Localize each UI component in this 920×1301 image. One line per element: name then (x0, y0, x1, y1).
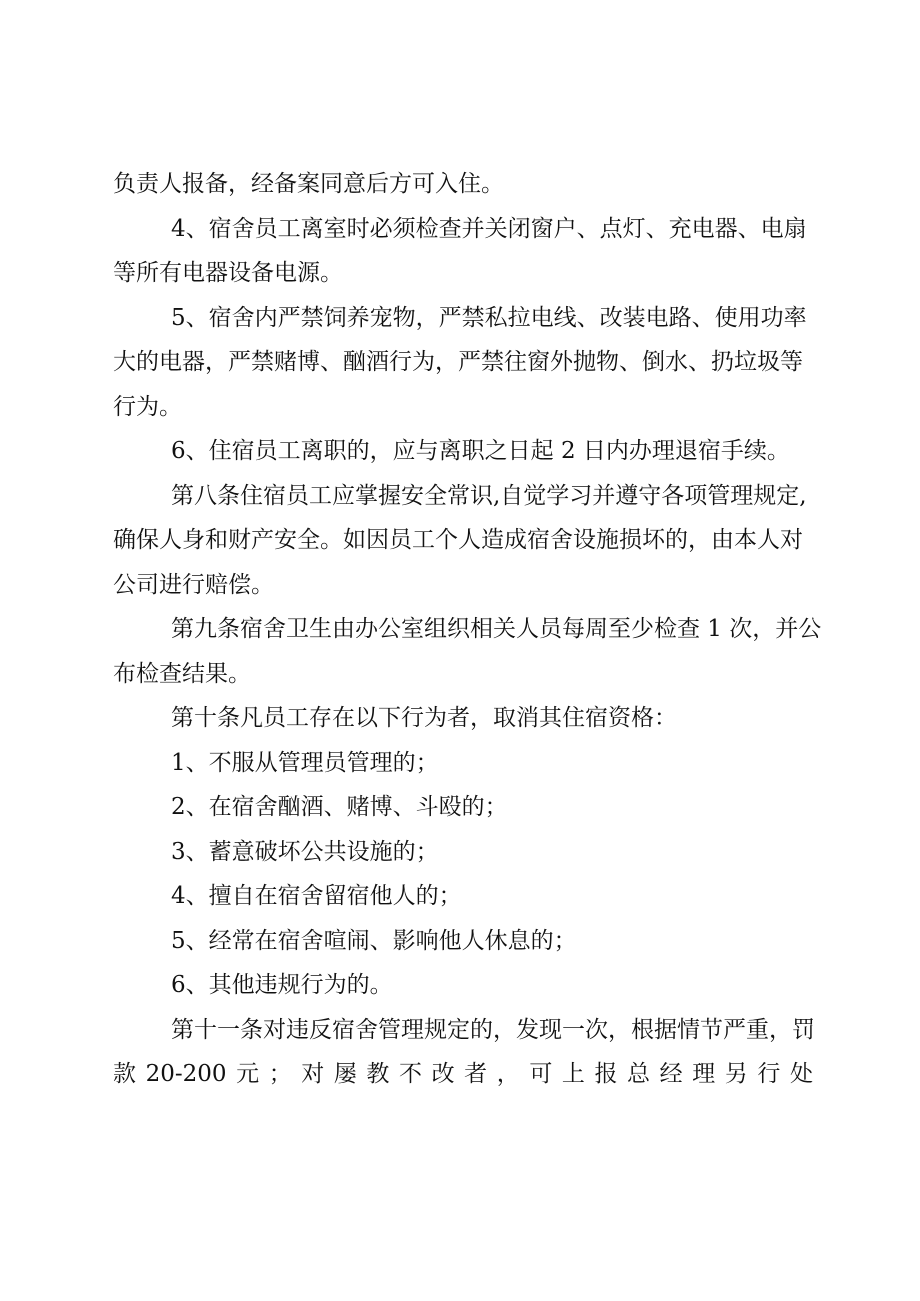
paragraph-line: 公司进行赔偿。 (113, 571, 274, 598)
token: 另 (724, 1061, 748, 1087)
rule-item-5: 5、宿舍内严禁饲养宠物，严禁私拉电线、改装电路、使用功率 (171, 304, 807, 331)
token: 上 (561, 1061, 585, 1087)
token: 报 (594, 1061, 618, 1087)
token: 经 (659, 1061, 683, 1087)
token: 者 (464, 1061, 488, 1087)
token: 可 (529, 1061, 553, 1087)
token: 屡 (333, 1061, 357, 1087)
token: 20-200 (145, 1061, 227, 1087)
paragraph-line: 布检查结果。 (113, 660, 251, 687)
paragraph-line: 等所有电器设备电源。 (113, 260, 343, 286)
token: 元 (236, 1061, 260, 1087)
token: 不 (399, 1061, 422, 1087)
token: ， (496, 1061, 520, 1087)
paragraph-line: 大的电器，严禁赌博、酗酒行为，严禁往窗外抛物、倒水、扔垃圾等 (113, 349, 803, 375)
token: 款 (113, 1061, 136, 1087)
paragraph-line: 确保人身和财产安全。如因员工个人造成宿舍设施损坏的，由本人对 (113, 527, 803, 553)
token: 行 (757, 1061, 781, 1087)
rule-item-4: 4、宿舍员工离室时必须检查并关闭窗户、点灯、充电器、电扇 (171, 215, 807, 242)
rule-item-6: 6、住宿员工离职的，应与离职之日起 2 日内办理退宿手续。 (171, 438, 790, 464)
token: 理 (692, 1061, 716, 1087)
article-11-continued (113, 1052, 813, 1097)
list-item: 2、在宿舍酗酒、赌博、斗殴的； (171, 794, 508, 820)
paragraph-line: 负责人报备，经备案同意后方可入住。 (113, 171, 504, 197)
document-body (113, 162, 822, 1097)
article-8: 第八条住宿员工应掌握安全常识,自觉学习并遵守各项管理规定, (171, 482, 807, 509)
list-item: 1、不服从管理员管理的； (171, 749, 439, 776)
list-item: 6、其他违规行为的。 (171, 972, 393, 998)
article-9: 第九条宿舍卫生由办公室组织相关人员每周至少检查 1 次，并公 (171, 616, 822, 642)
article-10: 第十条凡员工存在以下行为者，取消其住宿资格： (171, 705, 677, 731)
token: ； (268, 1061, 292, 1087)
token: 改 (431, 1061, 455, 1087)
list-item: 3、蓄意破坏公共设施的； (171, 838, 439, 865)
token: 总 (627, 1061, 651, 1087)
paragraph-line: 行为。 (113, 393, 182, 420)
list-item: 5、经常在宿舍喧闹、影响他人休息的； (171, 927, 577, 954)
token: 对 (301, 1061, 325, 1087)
list-item: 4、擅自在宿舍留宿他人的； (171, 883, 462, 909)
article-11: 第十一条对违反宿舍管理规定的，发现一次，根据情节严重，罚 (171, 1016, 815, 1043)
token: 处 (789, 1061, 813, 1087)
token: 教 (366, 1061, 390, 1087)
